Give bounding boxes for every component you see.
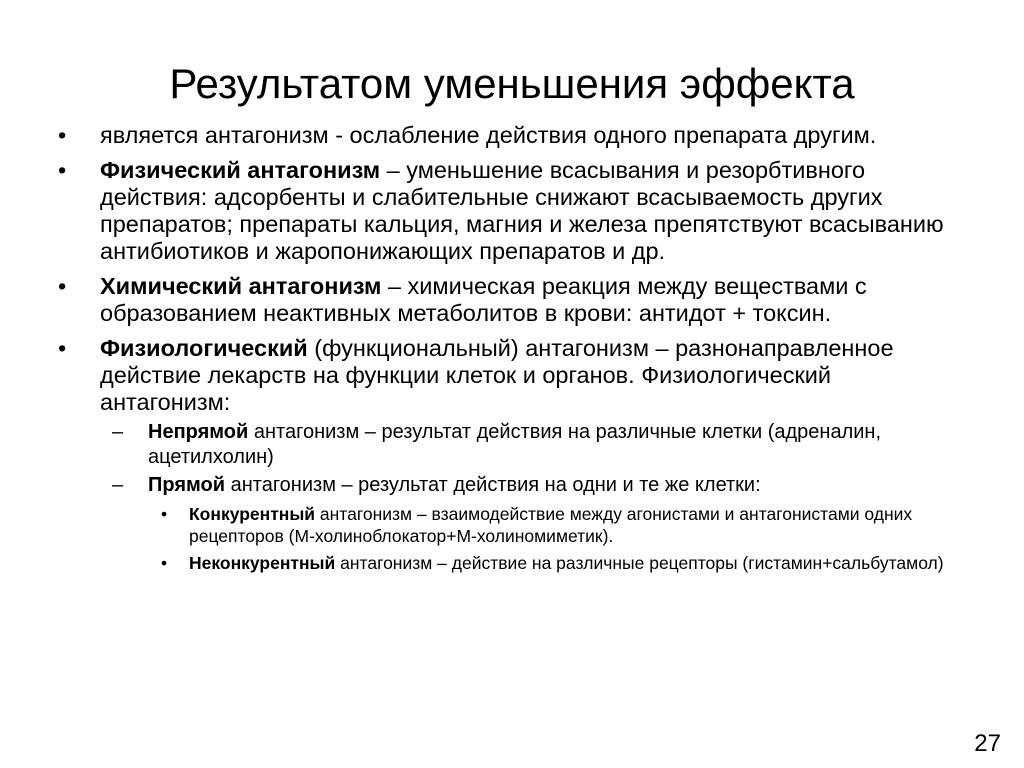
- bullet-marker: •: [58, 122, 67, 148]
- sub-bullet-item: [106, 473, 958, 498]
- bullet-item: [58, 157, 958, 265]
- sub-sub-bullet-text: антагонизм – взаимодействие между агонистами и антагонистами одних рецепторов (М-холиноблокатор+М-холиномиметик).: [189, 504, 913, 546]
- bullet-bold-term: Физиологический: [100, 335, 308, 361]
- bullet-text: (функциональный) антагонизм – разнонаправленное действие лекарств на функции клеток и органов. Физиологический антагонизм:: [100, 335, 894, 415]
- slide-title: Результатом уменьшения эффекта: [169, 60, 855, 107]
- sub-bullet-bold-term: Прямой: [148, 474, 226, 496]
- sub-bullet-item: [106, 420, 958, 470]
- bullet-item: [58, 273, 958, 327]
- bullet-text: – уменьшение всасывания и резорбтивного действия: адсорбенты и слабительные снижают всасываемость других препаратов; препараты кальция, магния и железа препятствуют всасыванию антибиотиков и жаропонижающих препаратов и др.: [100, 157, 944, 264]
- sub-sub-bullet-item: [161, 552, 958, 574]
- bullet-item: [58, 335, 958, 416]
- sub-sub-bullet-bold-term: Конкурентный: [189, 504, 316, 524]
- bullet-marker: •: [58, 157, 67, 183]
- bullet-marker: •: [58, 335, 67, 361]
- sub-bullet-marker: –: [112, 421, 124, 443]
- sub-sub-bullet-marker: •: [161, 504, 168, 524]
- sub-bullet-marker: –: [112, 474, 124, 496]
- sub-bullet-bold-term: Непрямой: [148, 421, 249, 443]
- sub-sub-bullet-text: антагонизм – действие на различные рецепторы (гистамин+сальбутамол): [335, 553, 944, 573]
- bullet-text: является антагонизм - ослабление действия одного препарата другим.: [100, 122, 877, 148]
- sub-bullet-text: антагонизм – результат действия на одни и те же клетки:: [225, 474, 761, 496]
- bullet-item: [58, 122, 958, 149]
- bullet-marker: •: [58, 273, 67, 299]
- sub-sub-bullet-marker: •: [161, 553, 168, 573]
- bullet-bold-term: Химический антагонизм: [100, 273, 382, 299]
- sub-sub-bullet-bold-term: Неконкурентный: [189, 553, 336, 573]
- page-number: 27: [974, 730, 1001, 757]
- bullet-bold-term: Физический антагонизм: [100, 157, 381, 183]
- slide-content: [58, 122, 958, 574]
- sub-bullet-text: антагонизм – результат действия на различные клетки (адреналин, ацетилхолин): [148, 421, 882, 468]
- bullet-text: – химическая реакция между веществами с образованием неактивных метаболитов в крови: антидот + токсин.: [100, 273, 867, 326]
- sub-sub-bullet-item: [161, 503, 958, 547]
